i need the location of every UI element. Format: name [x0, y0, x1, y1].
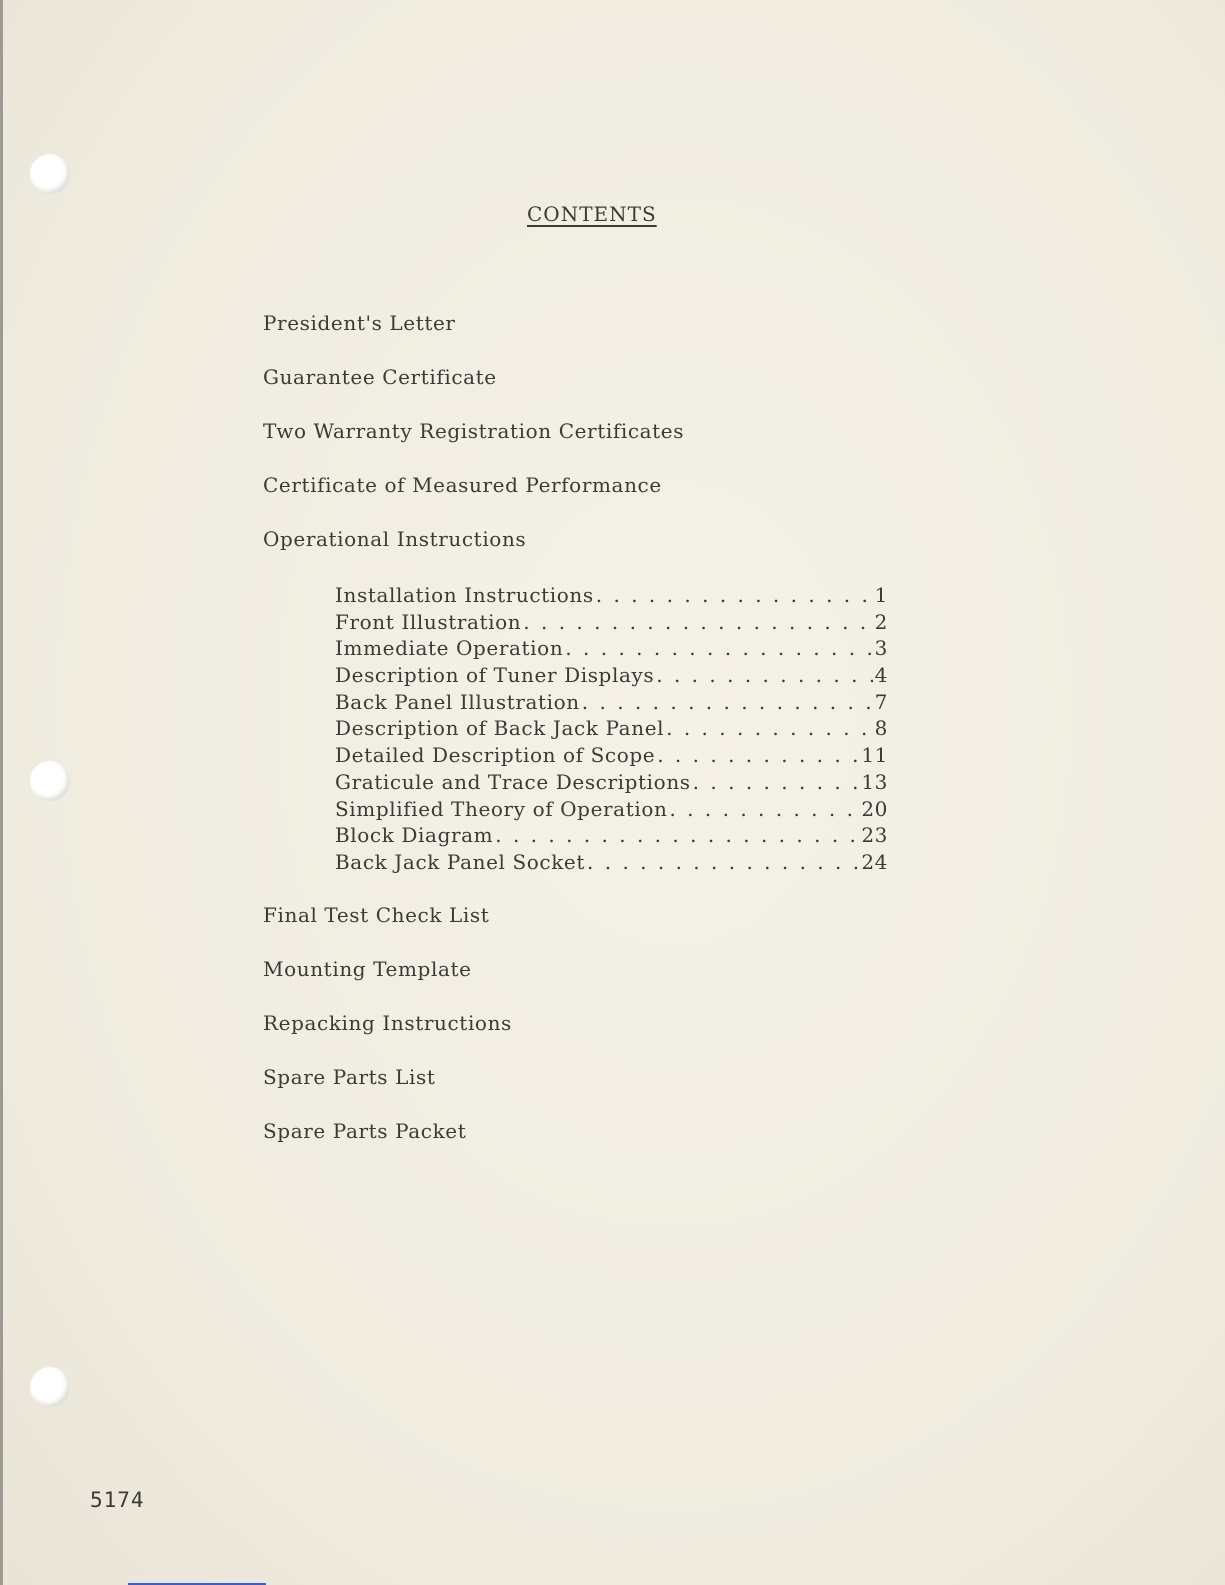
contents-item: Spare Parts Packet: [263, 1119, 467, 1143]
toc-entry: [335, 796, 888, 823]
toc-entry-label: Description of Tuner Displays: [335, 663, 655, 688]
operational-instructions-sublist: [335, 582, 888, 876]
dot-leader: [669, 796, 859, 822]
toc-entry-label: Back Jack Panel Socket: [335, 849, 586, 874]
toc-entry: [335, 769, 888, 796]
dot-leader: [523, 609, 872, 635]
toc-entry-page: 11: [861, 743, 888, 768]
dot-leader: [596, 582, 873, 608]
toc-entry-label: Description of Back Jack Panel: [335, 716, 665, 741]
toc-entry-page: 13: [861, 769, 888, 794]
dot-leader: [657, 742, 859, 768]
toc-entry: [335, 635, 888, 662]
toc-entry: [335, 715, 888, 742]
toc-entry: [335, 609, 888, 636]
contents-item: Operational Instructions: [263, 527, 527, 551]
contents-item: President's Letter: [263, 311, 456, 335]
toc-entry-page: 2: [874, 609, 888, 634]
contents-item: Mounting Template: [263, 957, 472, 981]
toc-entry-label: Installation Instructions: [335, 583, 594, 607]
toc-entry-page: 8: [874, 716, 888, 741]
dot-leader: [656, 662, 872, 688]
document-number: 5174: [90, 1488, 145, 1512]
dot-leader: [565, 635, 872, 661]
dot-leader: [666, 715, 873, 741]
toc-entry-label: Block Diagram: [335, 823, 494, 848]
contents-title: CONTENTS: [527, 202, 657, 226]
contents-item: Guarantee Certificate: [263, 365, 497, 389]
binder-hole: [30, 761, 70, 801]
toc-entry-label: Immediate Operation: [335, 636, 564, 661]
toc-entry-label: Detailed Description of Scope: [335, 743, 656, 768]
toc-entry-label: Graticule and Trace Descriptions: [335, 769, 691, 794]
page-edge: [0, 0, 3, 1585]
contents-item: Certificate of Measured Performance: [263, 473, 662, 497]
contents-main-list-upper: [263, 310, 684, 580]
toc-entry-page: 1: [874, 583, 888, 607]
binder-hole: [30, 1367, 70, 1407]
binder-hole: [30, 154, 70, 194]
contents-item: Spare Parts List: [263, 1065, 436, 1089]
toc-entry: [335, 689, 888, 716]
toc-entry-label: Simplified Theory of Operation: [335, 796, 668, 821]
toc-entry-page: 20: [861, 796, 888, 821]
contents-main-list-lower: [263, 902, 512, 1172]
dot-leader: [495, 822, 859, 848]
toc-entry-label: Back Panel Illustration: [335, 689, 580, 714]
toc-entry: [335, 662, 888, 689]
toc-entry-page: 4: [874, 663, 888, 688]
toc-entry-page: 23: [861, 823, 888, 848]
dot-leader: [582, 689, 873, 715]
toc-entry-label: Front Illustration: [335, 609, 522, 634]
toc-entry-page: 7: [874, 689, 888, 714]
toc-entry: [335, 849, 888, 876]
contents-item: Two Warranty Registration Certificates: [263, 419, 685, 443]
toc-entry: [335, 742, 888, 769]
dot-leader: [587, 849, 859, 875]
toc-entry: [335, 582, 888, 609]
dot-leader: [693, 769, 860, 795]
toc-entry-page: 3: [874, 636, 888, 661]
toc-entry: [335, 822, 888, 849]
contents-item: Final Test Check List: [263, 903, 490, 927]
toc-entry-page: 24: [861, 849, 888, 874]
contents-item: Repacking Instructions: [263, 1011, 512, 1035]
